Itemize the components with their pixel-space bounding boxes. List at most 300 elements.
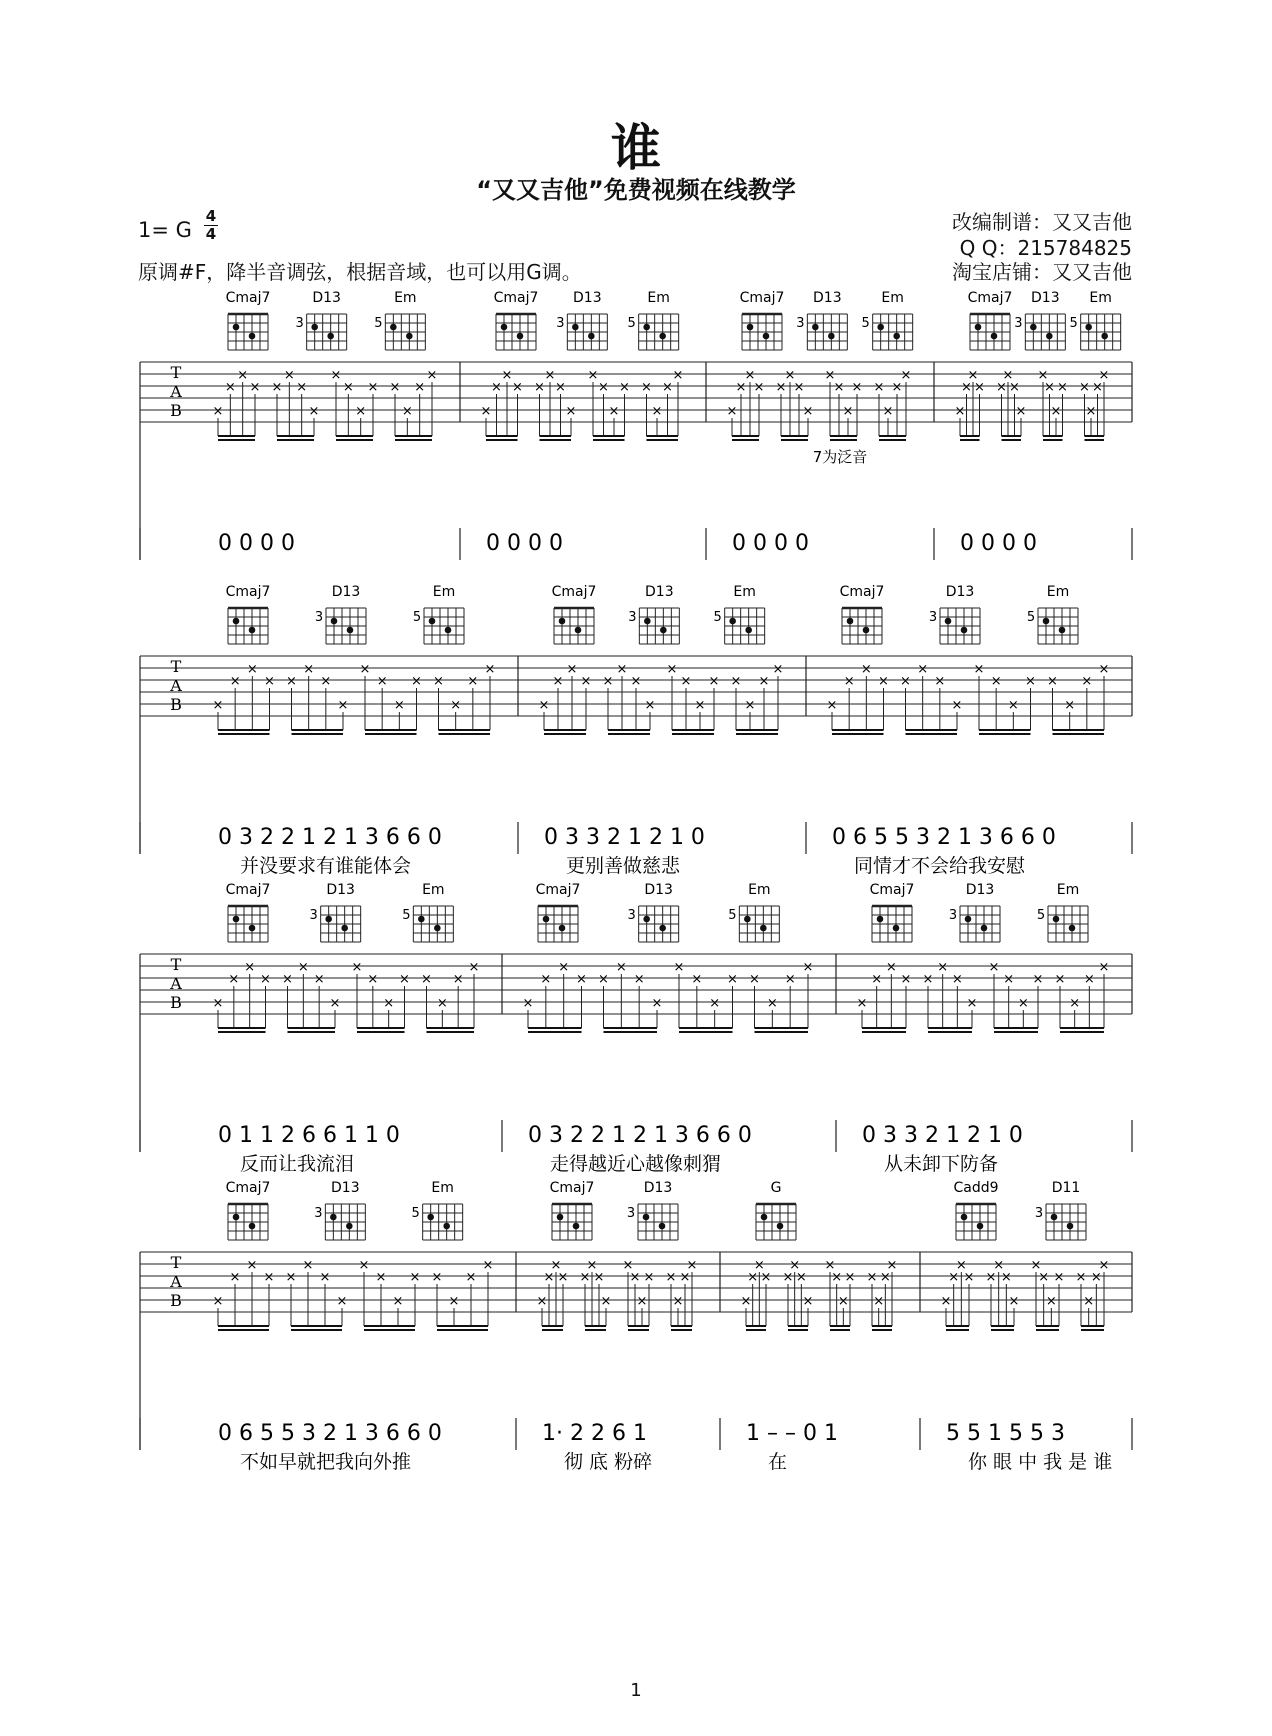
tab-note-mark: ×: [480, 404, 492, 419]
tab-note-mark: ×: [866, 1270, 878, 1285]
tab-note-mark: ×: [579, 1270, 591, 1285]
finger-dot: [1043, 618, 1050, 625]
finger-dot: [659, 925, 666, 932]
tab-note-mark: ×: [544, 368, 556, 383]
tab-note-mark: ×: [598, 380, 609, 395]
chord-name: Em: [733, 584, 756, 600]
system-4: [0, 1178, 1272, 1478]
finger-dot: [893, 925, 900, 932]
tab-note-mark: ×: [824, 368, 836, 383]
tab-note-mark: ×: [550, 1258, 562, 1273]
tab-note-mark: ×: [538, 698, 550, 713]
chord-fret-number: 5: [411, 1206, 420, 1221]
tab-note-mark: ×: [679, 1270, 691, 1285]
tab-note-mark: ×: [389, 380, 401, 395]
tab-note-mark: ×: [955, 1258, 967, 1273]
tab-note-mark: ×: [522, 996, 534, 1011]
chord-name: Em: [432, 584, 456, 600]
chord-diagram-cmaj7: [226, 882, 271, 942]
tab-note-mark: ×: [967, 368, 979, 383]
song-title: 谁: [611, 118, 661, 177]
tab-note-mark: ×: [409, 1270, 421, 1285]
tab-note-mark: ×: [622, 1258, 634, 1273]
finger-dot: [991, 333, 998, 340]
tab-note-mark: ×: [740, 1294, 752, 1309]
finger-dot: [443, 1223, 450, 1230]
lyric: 在: [768, 1451, 788, 1473]
chord-diagram-cmaj7: [226, 1180, 271, 1240]
tab-note-mark: ×: [431, 1270, 443, 1285]
tab-note-mark: ×: [630, 674, 642, 689]
tab-note-mark: ×: [974, 380, 985, 395]
time-signature-bottom: 4: [205, 225, 217, 243]
finger-dot: [729, 618, 736, 625]
jianpu-notes: 0 3 3 2 1 2 1 0: [862, 1123, 1023, 1148]
tab-note-mark: ×: [900, 674, 911, 689]
lyric: 反而让我流泪: [240, 1153, 355, 1175]
chord-name: D13: [643, 1180, 673, 1196]
chord-diagram-cmaj7: [226, 584, 271, 644]
chord-name: Cmaj7: [739, 290, 785, 306]
chord-name: Cmaj7: [967, 290, 1013, 306]
finger-dot: [249, 627, 256, 634]
jianpu-notes: 0 3 2 2 1 2 1 3 6 6 0: [218, 825, 442, 850]
tab-note-mark: ×: [673, 960, 685, 975]
finger-dot: [341, 925, 348, 932]
tab-note-mark: ×: [885, 960, 897, 975]
tab-note-mark: ×: [1017, 996, 1029, 1011]
finger-dot: [744, 916, 751, 923]
jianpu-notes: 5 5 1 5 5 3: [946, 1421, 1065, 1446]
chord-diagram-g: [756, 1180, 796, 1240]
chord-diagram-em: [714, 584, 765, 644]
tab-note-mark: ×: [468, 960, 480, 975]
finger-dot: [233, 1214, 240, 1221]
tab-note-mark: ×: [789, 1258, 801, 1273]
credit-qq: Q Q：215784825: [959, 236, 1132, 260]
tab-note-mark: ×: [320, 674, 332, 689]
tab-note-mark: ×: [837, 1294, 849, 1309]
tab-note-mark: ×: [672, 368, 684, 383]
tab-note-mark: ×: [966, 996, 978, 1011]
tab-note-mark: ×: [1007, 698, 1019, 713]
chord-fret-number: 3: [1014, 316, 1023, 331]
tab-note-mark: ×: [336, 1294, 348, 1309]
tab-note-mark: ×: [285, 1270, 297, 1285]
tab-note-mark: ×: [833, 380, 845, 395]
finger-dot: [1051, 1214, 1058, 1221]
tab-note-mark: ×: [543, 1270, 555, 1285]
tab-note-mark: ×: [426, 368, 438, 383]
tab-note-mark: ×: [753, 1258, 765, 1273]
tab-note-mark: ×: [951, 972, 963, 987]
tab-note-mark: ×: [843, 674, 855, 689]
tuning-note: 原调#F，降半音调弦，根据音域，也可以用G调。: [138, 260, 582, 284]
chord-name: Cmaj7: [225, 290, 271, 306]
tab-note-mark: ×: [1079, 380, 1090, 395]
tab-note-mark: ×: [651, 404, 663, 419]
tab-note-mark: ×: [580, 674, 592, 689]
finger-dot: [660, 627, 667, 634]
tab-note-mark: ×: [433, 674, 444, 689]
chord-diagram-em: [728, 882, 779, 942]
tab-note-mark: ×: [271, 380, 283, 395]
tab-note-mark: ×: [414, 380, 426, 395]
finger-dot: [429, 618, 436, 625]
tab-note-mark: ×: [246, 1258, 258, 1273]
tab-note-mark: ×: [730, 674, 742, 689]
tab-note-mark: ×: [212, 1294, 224, 1309]
finger-dot: [575, 627, 582, 634]
tab-note-mark: ×: [1098, 662, 1110, 677]
finger-dot: [233, 916, 240, 923]
tab-letter: T: [170, 363, 182, 382]
jianpu-notes: 0 0 0 0: [486, 531, 563, 556]
tab-note-mark: ×: [824, 1258, 836, 1273]
finger-dot: [347, 627, 354, 634]
tab-note-mark: ×: [666, 662, 678, 677]
chord-diagram-em: [374, 290, 425, 350]
chord-fret-number: 3: [314, 610, 324, 625]
chord-diagram-cmaj7: [870, 882, 915, 942]
tab-note-mark: ×: [948, 1270, 960, 1285]
tab-note-mark: ×: [392, 1294, 404, 1309]
finger-dot: [434, 925, 441, 932]
tab-note-mark: ×: [1044, 380, 1055, 395]
chord-fret-number: 5: [374, 316, 383, 331]
tab-note-mark: ×: [342, 380, 354, 395]
tab-note-mark: ×: [448, 1294, 460, 1309]
tab-note-mark: ×: [735, 380, 747, 395]
tab-note-mark: ×: [452, 972, 464, 987]
tab-note-mark: ×: [501, 368, 513, 383]
tab-letter: B: [170, 695, 182, 714]
tab-note-mark: ×: [726, 404, 738, 419]
chord-diagram-cmaj7: [840, 584, 885, 644]
tab-note-mark: ×: [1000, 1270, 1012, 1285]
chord-diagram-cmaj7: [740, 290, 785, 350]
tab-note-mark: ×: [886, 1258, 898, 1273]
tab-note-mark: ×: [694, 698, 706, 713]
chord-name: Em: [1056, 882, 1080, 898]
tab-note-mark: ×: [555, 380, 566, 395]
tab-note-mark: ×: [566, 662, 578, 677]
tab-note-mark: ×: [758, 674, 770, 689]
finger-dot: [1053, 916, 1060, 923]
jianpu-notes: 0 6 5 5 3 2 1 3 6 6 0: [218, 1421, 442, 1446]
jianpu-notes: 0 3 3 2 1 2 1 0: [544, 825, 705, 850]
tab-note-mark: ×: [237, 368, 249, 383]
chord-name: Em: [881, 290, 904, 306]
tab-note-mark: ×: [484, 662, 496, 677]
tab-note-mark: ×: [860, 662, 872, 677]
chord-name: Cmaj7: [535, 882, 581, 898]
tab-letter: A: [170, 974, 182, 993]
chord-diagram-em: [628, 290, 679, 350]
tab-note-mark: ×: [552, 674, 564, 689]
tab-note-mark: ×: [355, 404, 367, 419]
tab-letter: T: [170, 657, 182, 676]
jianpu-notes: 0 6 5 5 3 2 1 3 6 6 0: [832, 825, 1056, 850]
tab-note-mark: ×: [1008, 1294, 1020, 1309]
chord-diagram-d13: [296, 290, 347, 350]
tab-note-mark: ×: [1002, 368, 1014, 383]
tab-note-mark: ×: [973, 662, 985, 677]
lyric: 并没要求有谁能体会: [240, 855, 412, 877]
tab-note-mark: ×: [337, 698, 349, 713]
finger-dot: [1059, 627, 1066, 634]
tab-note-mark: ×: [753, 380, 765, 395]
tab-note-mark: ×: [672, 1294, 684, 1309]
chord-name: Em: [394, 290, 417, 306]
lyric: 彻 底 粉碎: [564, 1451, 653, 1473]
time-signature: [204, 209, 218, 242]
tab-note-mark: ×: [934, 674, 946, 689]
jianpu-notes: 0 0 0 0: [732, 531, 809, 556]
system-2: [0, 582, 1272, 882]
tab-note-mark: ×: [878, 674, 889, 689]
tab-note-mark: ×: [308, 404, 320, 419]
tab-note-mark: ×: [1090, 1270, 1102, 1285]
chord-fret-number: 3: [295, 316, 304, 331]
tab-note-mark: ×: [358, 1258, 370, 1273]
chord-name: Cmaj7: [493, 290, 539, 306]
tab-note-mark: ×: [766, 996, 778, 1011]
tab-note-mark: ×: [351, 960, 363, 975]
chord-diagram-em: [1037, 882, 1088, 942]
chord-fret-number: 3: [796, 316, 805, 331]
chord-name: Em: [1046, 584, 1070, 600]
tab-note-mark: ×: [249, 380, 261, 395]
tab-note-mark: ×: [1025, 674, 1036, 689]
chord-name: Em: [1089, 290, 1112, 306]
chord-diagram-cmaj7: [968, 290, 1013, 350]
finger-dot: [777, 1223, 784, 1230]
finger-dot: [745, 627, 752, 634]
chord-fret-number: 3: [556, 316, 565, 331]
tab-note-mark: ×: [602, 674, 614, 689]
chord-diagram-em: [1070, 290, 1121, 350]
tab-note-mark: ×: [775, 380, 787, 395]
tab-note-mark: ×: [319, 1270, 331, 1285]
finger-dot: [445, 627, 452, 634]
tab-note-mark: ×: [784, 972, 796, 987]
chord-name: Cadd9: [953, 1180, 999, 1196]
tab-note-mark: ×: [329, 996, 341, 1011]
chord-fret-number: 3: [948, 908, 958, 923]
chord-diagram-cadd9: [953, 1180, 998, 1240]
chord-diagram-d11: [1035, 1180, 1086, 1240]
tab-note-mark: ×: [1038, 1270, 1050, 1285]
chord-name: Cmaj7: [839, 584, 885, 600]
finger-dot: [573, 1223, 580, 1230]
finger-dot: [1046, 333, 1053, 340]
finger-dot: [863, 627, 870, 634]
tab-note-mark: ×: [1081, 674, 1093, 689]
chord-fret-number: 5: [1069, 316, 1078, 331]
chord-name: Cmaj7: [551, 584, 597, 600]
chord-name: D13: [965, 882, 995, 898]
harmonic-note: 7为泛音: [812, 448, 868, 466]
finger-dot: [331, 618, 338, 625]
tab-note-mark: ×: [576, 972, 587, 987]
tab-note-mark: ×: [1054, 972, 1066, 987]
chord-name: D11: [1051, 1180, 1081, 1196]
chord-name: Cmaj7: [225, 1180, 271, 1196]
finger-dot: [1030, 324, 1037, 331]
page-number: 1: [630, 1680, 642, 1701]
finger-dot: [311, 324, 318, 331]
chord-name: D13: [326, 882, 355, 898]
tab-note-mark: ×: [1053, 1270, 1065, 1285]
tab-note-mark: ×: [882, 404, 894, 419]
chord-diagram-d13: [315, 584, 366, 644]
tab-note-mark: ×: [937, 960, 949, 975]
lyric: 同情才不会给我安慰: [854, 855, 1026, 877]
tab-note-mark: ×: [375, 1270, 387, 1285]
tab-note-mark: ×: [586, 1258, 598, 1273]
chord-diagram-em: [402, 882, 453, 942]
tab-note-mark: ×: [826, 698, 838, 713]
chord-fret-number: 3: [1034, 1206, 1044, 1221]
chord-fret-number: 5: [412, 610, 422, 625]
finger-dot: [1085, 324, 1092, 331]
tab-note-mark: ×: [359, 662, 371, 677]
tab-note-mark: ×: [831, 1270, 843, 1285]
finger-dot: [1067, 1223, 1074, 1230]
tab-note-mark: ×: [1030, 1258, 1042, 1273]
tab-note-mark: ×: [954, 404, 966, 419]
finger-dot: [761, 1214, 768, 1221]
tab-note-mark: ×: [961, 380, 972, 395]
tab-note-mark: ×: [629, 1270, 641, 1285]
tab-note-mark: ×: [686, 1258, 698, 1273]
finger-dot: [517, 333, 524, 340]
tab-note-mark: ×: [691, 972, 703, 987]
tab-note-mark: ×: [988, 960, 1000, 975]
tab-note-mark: ×: [795, 1270, 807, 1285]
finger-dot: [418, 916, 425, 923]
tab-note-mark: ×: [383, 996, 395, 1011]
finger-dot: [945, 618, 952, 625]
chord-fret-number: 5: [627, 316, 636, 331]
chord-fret-number: 5: [713, 610, 722, 625]
tab-note-mark: ×: [940, 1294, 952, 1309]
subtitle: “又又吉他”免费视频在线教学: [476, 176, 796, 204]
tab-note-mark: ×: [246, 662, 258, 677]
tab-note-mark: ×: [297, 960, 309, 975]
tab-note-mark: ×: [229, 674, 241, 689]
tab-note-mark: ×: [228, 972, 240, 987]
tab-note-mark: ×: [990, 674, 1002, 689]
chord-name: D13: [645, 584, 674, 600]
tab-note-mark: ×: [608, 404, 620, 419]
tab-note-mark: ×: [558, 960, 570, 975]
finger-dot: [763, 333, 770, 340]
tab-note-mark: ×: [917, 662, 929, 677]
finger-dot: [812, 324, 819, 331]
tab-note-mark: ×: [229, 1270, 241, 1285]
chord-fret-number: 5: [1036, 908, 1046, 923]
chord-name: Cmaj7: [549, 1180, 595, 1196]
tab-note-mark: ×: [1045, 1294, 1057, 1309]
jianpu-notes: 0 0 0 0: [218, 531, 295, 556]
chord-fret-number: 3: [627, 908, 636, 923]
tab-note-mark: ×: [302, 1258, 314, 1273]
tab-note-mark: ×: [744, 698, 756, 713]
chord-diagram-em: [1027, 584, 1078, 644]
tab-note-mark: ×: [1098, 1258, 1110, 1273]
tab-note-mark: ×: [749, 972, 760, 987]
tab-note-mark: ×: [399, 972, 410, 987]
tab-note-mark: ×: [615, 960, 627, 975]
tab-note-mark: ×: [651, 996, 663, 1011]
tab-letter: A: [170, 676, 182, 695]
lyric: 更别善做慈悲: [566, 855, 681, 877]
tab-note-mark: ×: [296, 380, 308, 395]
finger-dot: [327, 333, 334, 340]
finger-dot: [643, 916, 650, 923]
tab-note-mark: ×: [922, 972, 934, 987]
tab-note-mark: ×: [313, 972, 325, 987]
chord-fret-number: 3: [626, 1206, 636, 1221]
time-signature-top: 4: [205, 207, 217, 225]
chord-diagram-d13: [556, 290, 607, 350]
tab-note-mark: ×: [263, 1270, 275, 1285]
tab-note-mark: ×: [709, 996, 721, 1011]
tab-note-mark: ×: [587, 368, 599, 383]
tab-note-mark: ×: [985, 1270, 997, 1285]
finger-dot: [249, 333, 256, 340]
tab-note-mark: ×: [1098, 368, 1110, 383]
tab-note-mark: ×: [782, 1270, 794, 1285]
chord-diagram-d13: [929, 584, 980, 644]
tab-note-mark: ×: [662, 380, 673, 395]
tab-note-mark: ×: [727, 972, 738, 987]
chord-diagram-d13: [796, 290, 847, 350]
tab-note-mark: ×: [708, 674, 720, 689]
finger-dot: [977, 1223, 984, 1230]
finger-dot: [847, 618, 854, 625]
tab-note-mark: ×: [993, 1258, 1005, 1273]
tab-note-mark: ×: [1032, 972, 1044, 987]
chord-diagram-cmaj7: [226, 290, 271, 350]
tab-note-mark: ×: [1047, 674, 1058, 689]
key-signature: 1= G: [138, 218, 192, 242]
tab-note-mark: ×: [282, 972, 293, 987]
finger-dot: [747, 324, 754, 331]
tab-note-mark: ×: [842, 404, 854, 419]
tab-note-mark: ×: [264, 674, 275, 689]
chord-name: Cmaj7: [225, 584, 271, 600]
tab-note-mark: ×: [600, 1294, 612, 1309]
finger-dot: [1069, 925, 1076, 932]
tab-note-mark: ×: [1085, 404, 1097, 419]
chord-diagram-em: [412, 1180, 463, 1240]
tab-note-mark: ×: [665, 1270, 677, 1285]
finger-dot: [559, 618, 566, 625]
tab-note-mark: ×: [450, 698, 462, 713]
finger-dot: [828, 333, 835, 340]
jianpu-notes: 0 0 0 0: [960, 531, 1037, 556]
finger-dot: [659, 333, 666, 340]
finger-dot: [1101, 333, 1108, 340]
tab-note-mark: ×: [393, 698, 405, 713]
system-1: [0, 288, 1272, 588]
finger-dot: [543, 916, 550, 923]
finger-dot: [572, 324, 579, 331]
finger-dot: [893, 333, 900, 340]
